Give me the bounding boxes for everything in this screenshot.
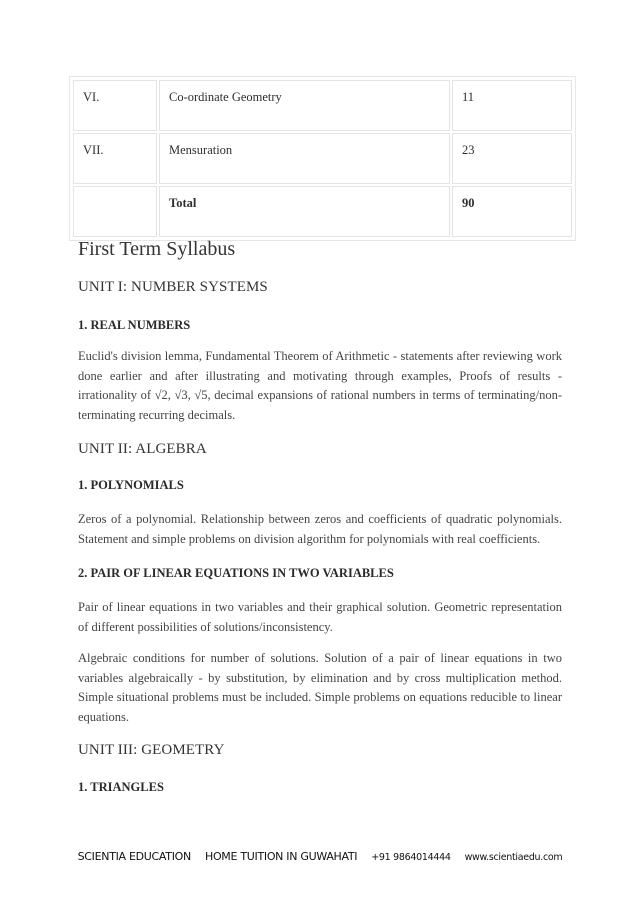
polynomials-paragraph: Zeros of a polynomial. Relationship between zeros and coefficients of quadratic polynomials. Statement and simple problems on division algorithm for polynomials with real coefficients.	[78, 512, 562, 546]
unit-number-cell: VII.	[73, 133, 157, 184]
unit-marks-cell: 11	[452, 80, 572, 131]
marks-table-grid	[71, 78, 574, 239]
footer-org: SCIENTIA EDUCATION	[77, 850, 191, 863]
table-row-total	[73, 186, 572, 237]
footer-tagline: HOME TUITION IN GUWAHATI	[204, 850, 358, 863]
linear-equations-paragraph-1: Pair of linear equations in two variables and their graphical solution. Geometric representation of different possibilities of solutions/inconsistency.	[78, 600, 562, 634]
table-row	[73, 133, 572, 184]
real-numbers-paragraph: Euclid's division lemma, Fundamental Theorem of Arithmetic - statements after reviewing work done earlier and after illustrating and motivating through examples, Proofs of results - irrationality of √2, √3, √5, decimal expansions of rational numbers in terms of terminating/non-terminating recurring decimals.	[78, 349, 562, 422]
table-row	[73, 80, 572, 131]
total-marks-cell: 90	[452, 186, 572, 237]
polynomials-heading: 1. POLYNOMIALS	[78, 478, 184, 492]
unit-2-heading: UNIT II: ALGEBRA	[78, 441, 207, 457]
footer-website: www.scientiaedu.com	[464, 852, 563, 863]
total-label-cell: Total	[159, 186, 450, 237]
unit-topic-cell: Co-ordinate Geometry	[159, 80, 450, 131]
linear-equations-heading: 2. PAIR OF LINEAR EQUATIONS IN TWO VARIABLES	[78, 566, 394, 580]
page-title: First Term Syllabus	[78, 238, 236, 260]
page-footer	[0, 850, 640, 863]
triangles-heading: 1. TRIANGLES	[78, 780, 164, 794]
marks-table	[69, 76, 576, 241]
unit-1-heading: UNIT I: NUMBER SYSTEMS	[78, 279, 268, 295]
linear-equations-paragraph-2: Algebraic conditions for number of solutions. Solution of a pair of linear equations in two variables algebraically - by substitution, by elimination and by cross multiplication method. Simple situational problems must be included. Simple problems on equations reducible to linear equations.	[78, 651, 562, 724]
unit-3-heading: UNIT III: GEOMETRY	[78, 742, 225, 758]
unit-marks-cell: 23	[452, 133, 572, 184]
unit-topic-cell: Mensuration	[159, 133, 450, 184]
unit-number-cell	[73, 186, 157, 237]
footer-phone: +91 9864014444	[371, 852, 451, 863]
real-numbers-heading: 1. REAL NUMBERS	[78, 318, 191, 332]
unit-number-cell: VI.	[73, 80, 157, 131]
